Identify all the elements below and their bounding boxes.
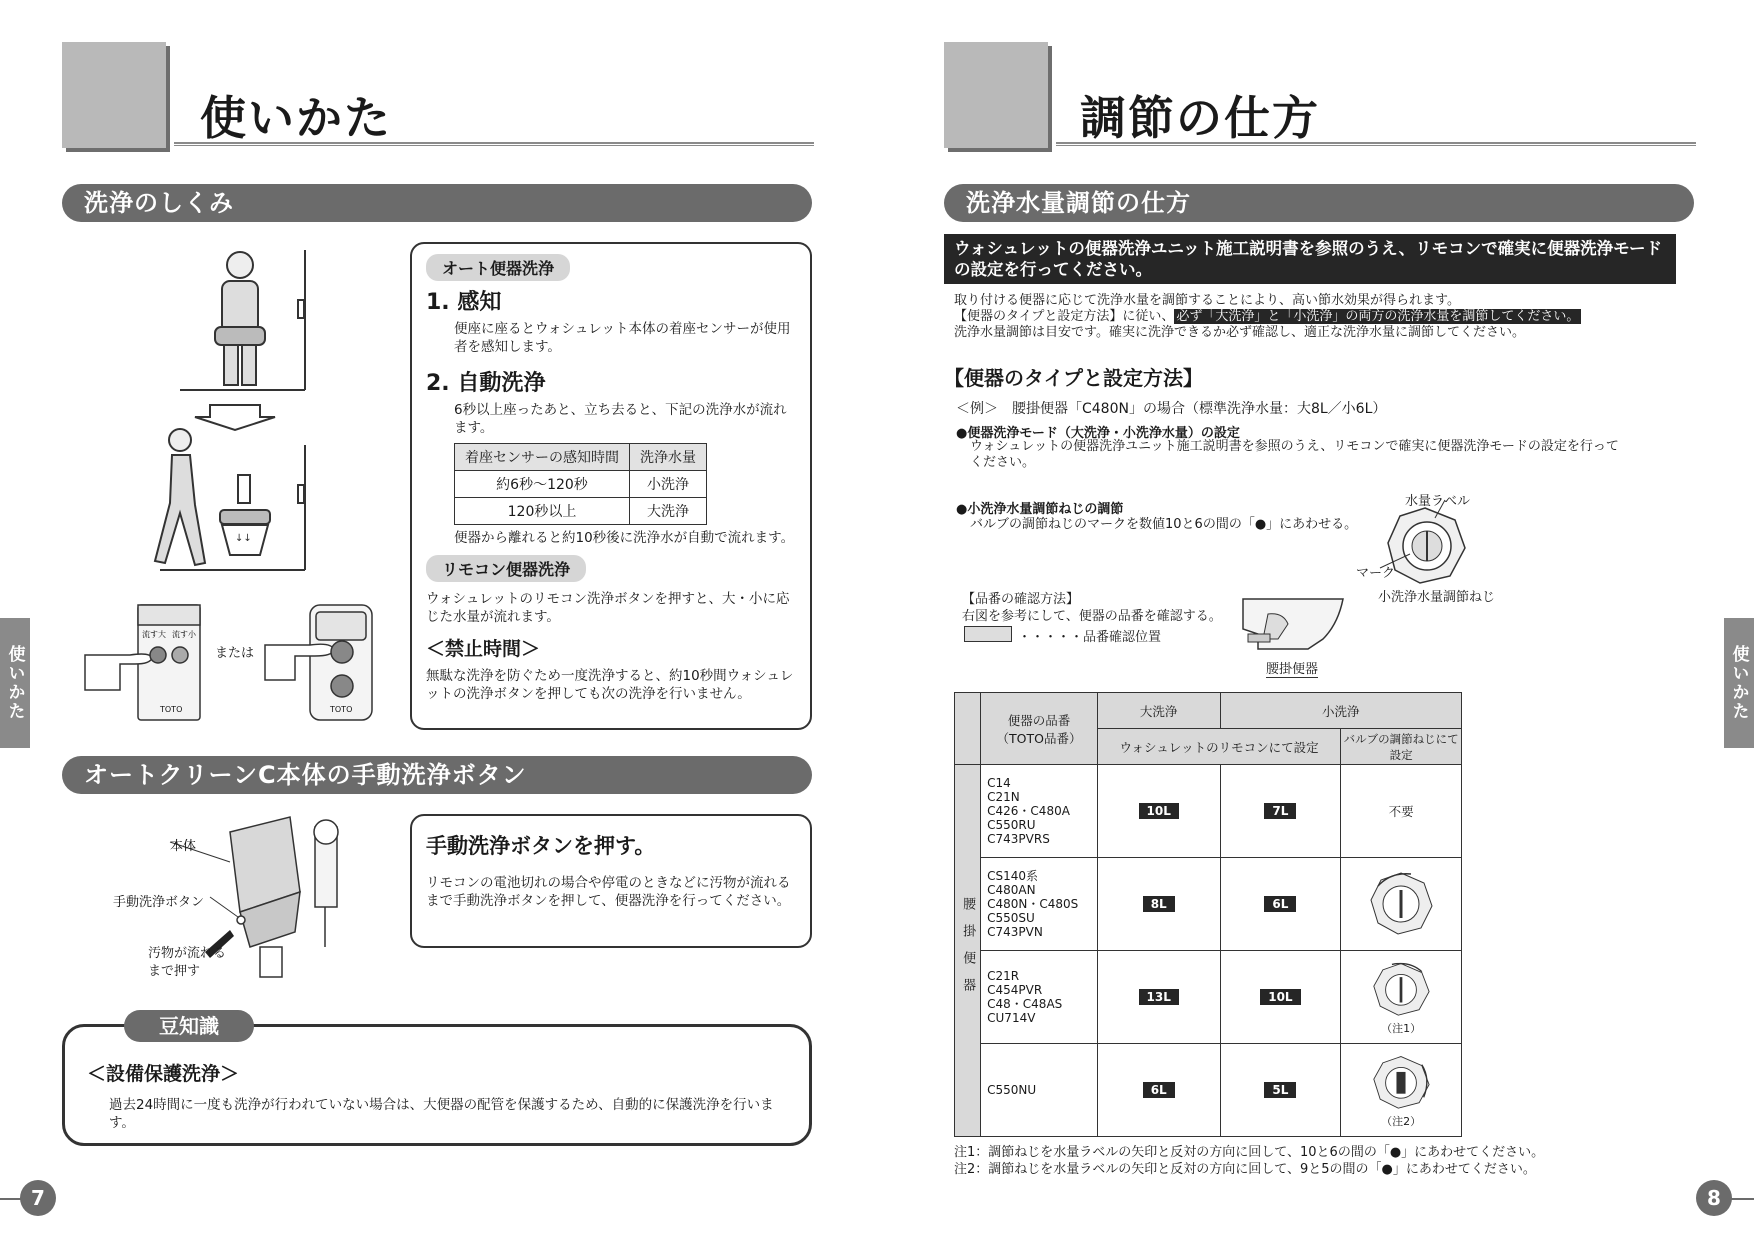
th-model: 便器の品番 （TOTO品番） [981, 693, 1098, 765]
note-ref: （注2） [1381, 1114, 1422, 1128]
left-side-tab: 使いかた [0, 618, 30, 748]
tip-text: 過去24時間に一度も洗浄が行われていない場合は、大便器の配管を保護するため、自動的に保護洗浄を行います。 [109, 1097, 774, 1131]
screw-text: バルブの調節ねじのマークを数値10と6の間の「●」にあわせる。 [970, 517, 1358, 532]
left-section-manual: オートクリーンC本体の手動洗浄ボタン [62, 756, 812, 794]
sensor-table-header: 着座センサーの感知時間 [455, 444, 630, 471]
label-flow-until: 汚物が流れる まで押す [148, 946, 227, 979]
check-legend-swatch [964, 626, 1012, 642]
model-cell: CS140系 C480AN C480N・C480S C550SU C743PVN [981, 858, 1098, 951]
big-volume-badge: 6L [1143, 1082, 1175, 1098]
big-volume-badge: 10L [1139, 803, 1179, 819]
sensor-time-table [454, 443, 707, 525]
small-volume-badge: 5L [1264, 1082, 1296, 1098]
left-page-title: 使いかた [200, 91, 392, 145]
right-section-volume: 洗浄水量調節の仕方 [944, 184, 1694, 222]
th-remote-setting: ウォシュレットのリモコンにて設定 [1097, 729, 1340, 765]
label-body: 本体 [170, 839, 197, 854]
tip-title: ＜設備保護洗浄＞ [87, 1063, 240, 1085]
check-title: 【品番の確認方法】 [962, 592, 1080, 607]
footnote-2: 注2：調節ねじを水量ラベルの矢印と反対の方向に回して、9と5の間の「●」にあわせてください。 [954, 1162, 1536, 1177]
remote-btn-big-label: 流す大 [142, 630, 166, 639]
mode-title: ●便器洗浄モード（大洗浄・小洗浄水量）の設定 [956, 426, 1240, 441]
remote-btn-small-label: 流す小 [172, 630, 196, 639]
prohibit-text: 無駄な洗浄を防ぐため一度洗浄すると、約10秒間ウォシュレットの洗浄ボタンを押しても次の洗浄を行いません。 [426, 668, 794, 702]
intro-line-2-highlight: 必ず「大洗浄」と「小洗浄」の両方の洗浄水量を調節してください。 [1176, 309, 1580, 324]
remote-brand-b: TOTO [330, 705, 353, 714]
right-header-block [944, 42, 1048, 148]
label-manual-button: 手動洗浄ボタン [113, 895, 205, 910]
check-text: 右図を参考にして、便器の品番を確認する。 [962, 609, 1222, 624]
type-section-title: 【便器のタイプと設定方法】 [944, 366, 1203, 390]
check-legend-text: ・・・・・品番確認位置 [1018, 630, 1162, 645]
tip-badge: 豆知識 [124, 1010, 254, 1042]
model-cell: C550NU [981, 1044, 1098, 1137]
sensor-table-header: 洗浄水量 [630, 444, 707, 471]
step2-text: 6秒以上座ったあと、立ち去ると、下記の洗浄水が流れます。 [454, 402, 787, 436]
remote-flush-pill: リモコン便器洗浄 [426, 555, 586, 582]
remote-or-text: または [215, 646, 255, 661]
setup-notice: ウォシュレットの便器洗浄ユニット施工説明書を参照のうえ、リモコンで確実に便器洗浄モードの設定を行ってください。 [944, 234, 1676, 284]
intro-block [954, 293, 1674, 341]
manual-flush-box [410, 814, 812, 948]
screw-title: ●小洗浄水量調節ねじの調節 [956, 502, 1124, 517]
remote-flush-text: ウォシュレットのリモコン洗浄ボタンを押すと、大・小に応じた水量が流れます。 [426, 591, 790, 625]
small-volume-badge: 7L [1264, 803, 1296, 819]
valve-screw-icon [1369, 959, 1433, 1017]
left-page-number: 7 [20, 1180, 56, 1216]
example-line: ＜例＞ 腰掛便器「C480N」の場合（標準洗浄水量：大8L／小6L） [956, 401, 1387, 417]
auto-flush-box [410, 242, 812, 730]
big-volume-badge: 13L [1139, 989, 1179, 1005]
mode-text: ウォシュレットの便器洗浄ユニット施工説明書を参照のうえ、リモコンで確実に便器洗浄モードの設定を行ってください。 [970, 439, 1619, 470]
remote-control-figure [80, 600, 380, 725]
model-cell: C21R C454PVR C48・C48AS CU714V [981, 951, 1098, 1044]
footnote-1: 注1：調節ねじを水量ラベルの矢印と反対の方向に回して、10と6の間の「●」にあわせてください。 [954, 1145, 1545, 1160]
step1-title: 1. 感知 [426, 290, 502, 315]
manual-flush-title: 手動洗浄ボタンを押す。 [426, 834, 656, 858]
valve-screw-icon [1366, 868, 1436, 938]
big-volume-badge: 8L [1143, 896, 1175, 912]
note-ref: （注1） [1381, 1021, 1422, 1035]
toilet-label: 腰掛便器 [1266, 658, 1318, 678]
step2-title: 2. 自動洗浄 [426, 371, 546, 396]
sensor-table-cell: 約6秒～120秒 [455, 471, 630, 498]
step1-text: 便座に座るとウォシュレット本体の着座センサーが使用者を感知します。 [454, 321, 791, 355]
intro-line-2-pre: 【便器のタイプと設定方法】に従い、 [954, 309, 1175, 324]
th-small-flush: 小洗浄 [1220, 693, 1461, 729]
valve-cell: 不要 [1341, 765, 1462, 858]
small-volume-badge: 6L [1264, 896, 1296, 912]
sensor-table-cell: 小洗浄 [630, 471, 707, 498]
svg-text:↓↓: ↓↓ [235, 533, 252, 544]
model-cell: C14 C21N C426・C480A C550RU C743PVRS [981, 765, 1098, 858]
left-title-rule [174, 142, 814, 146]
toilet-side-diagram [1238, 594, 1348, 652]
left-header-block [62, 42, 166, 148]
sensor-table-cell: 120秒以上 [455, 498, 630, 525]
th-big-flush: 大洗浄 [1097, 693, 1220, 729]
right-page-num-line [1730, 1198, 1754, 1200]
right-page-title: 調節の仕方 [1080, 91, 1320, 145]
left-section-washing: 洗浄のしくみ [62, 184, 812, 222]
sensor-table-cell: 大洗浄 [630, 498, 707, 525]
toilet-type-table [954, 692, 1462, 1137]
valve-screw-icon [1369, 1052, 1433, 1110]
tip-box [62, 1024, 812, 1146]
category-cell: 腰掛便器 [955, 765, 981, 1137]
manual-flush-text: リモコンの電池切れの場合や停電のときなどに汚物が流れるまで手動洗浄ボタンを押して、便器洗浄を行ってください。 [426, 875, 791, 909]
label-water-volume: 水量ラベル [1405, 494, 1471, 509]
right-side-tab: 使いかた [1724, 618, 1754, 748]
auto-flush-pill: オート便器洗浄 [426, 254, 570, 281]
intro-line-1: 取り付ける便器に応じて洗浄水量を調節することにより、高い節水効果が得られます。 [954, 293, 1460, 308]
right-page-number: 8 [1696, 1180, 1732, 1216]
small-volume-badge: 10L [1260, 989, 1300, 1005]
intro-line-3: 洗浄水量調節は目安です。確実に洗浄できるか必ず確認し、適正な洗浄水量に調節してください。 [954, 325, 1525, 340]
after-leave-text: 便器から離れると約10秒後に洗浄水が自動で流れます。 [454, 530, 795, 546]
auto-flush-figure [150, 245, 320, 575]
remote-brand-a: TOTO [160, 705, 183, 714]
prohibit-title: ＜禁止時間＞ [426, 638, 541, 660]
right-title-rule [1056, 142, 1696, 146]
label-small-screw: 小洗浄水量調節ねじ [1378, 590, 1496, 605]
label-mark: マーク [1356, 566, 1396, 581]
intro-line-2 [954, 309, 1674, 325]
th-valve-setting: バルブの調節ねじにて設定 [1341, 729, 1462, 765]
